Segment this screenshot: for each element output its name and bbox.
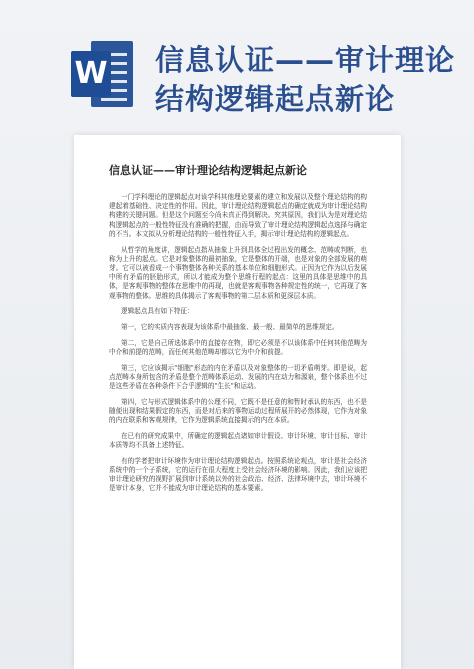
paragraph: 一门学科理论的逻辑起点对该学科其他理论要素的建立和发展以及整个理论结构的构建起着基础性、决定性的作用。因此，审计理论结构逻辑起点的确定就成为审计理论结构构建的关键问题。但是这个问题至今尚未真正得到解决。究其原因，我们认为是对理论结构逻辑起点的一般性特征没有准确的把握，由而导致了审计理论结构逻辑起点选择与确定的不当。本文拟从分析理论结构的一般性特征入手，揭示审计理论结构的逻辑起点。: [109, 193, 367, 238]
word-icon: [71, 41, 133, 107]
header-title-line-2: 结构逻辑起点新论: [155, 82, 396, 116]
paragraph: 从哲学的角度讲，逻辑起点指从抽象上升到具体全过程出发的概念、范畴或判断，也称为上升的起点。它是对象整体的最初抽象，它是整体的开端，也是对象的全部发展的萌芽。它可以被看成一个事物整体各种关系的基本单位和细胞形式。正因为它作为以后发展中所有矛盾的胚胎形式，所以才能成为整个思维行程的起点：这里的具体是思维中的具体，是客观事物的整体在思维中的再现，也就是客观事物各种规定性的统一，它再现了客观事物的整体。思维的具体揭示了客观事物的第二层本质和更深层本质。: [109, 245, 367, 300]
document-title: 信息认证——审计理论结构逻辑起点新论: [109, 164, 307, 177]
paragraph: 第二，它是自己所选体系中的直接存在物，即它必须是不以该体系中任何其他范畴为中介和前提的范畴，而任何其他范畴却都以它为中介和前提。: [109, 338, 367, 356]
paragraph: 在已有的研究成果中，所确定的逻辑起点诸如审计假设、审计环境、审计目标、审计本质等均不具备上述特征。: [109, 431, 367, 449]
paragraph: 第四，它与形式逻辑体系中的公理不同，它既不是任意的和暂时承认的东西，也不是随便出现和结果假定的东西，而是对后来的事物运动过程所展开的必然体现，它作为对象的内在联系和客观规律，它作为逻辑系统直接揭示的内在本质。: [109, 397, 367, 425]
header-title-line-1: 信息认证——审计理论: [155, 43, 456, 77]
document-page: [74, 135, 401, 669]
paragraph: 逻辑起点具有如下特征：: [121, 307, 194, 316]
document-body: [109, 193, 367, 500]
paragraph: 第三，它应该揭示"细胞"形态的内在矛盾以及对象整体的一切矛盾萌芽。即是说，起点范畴本身所包含的矛盾是整个范畴体系运动、发展的内在动力和源泉，整个体系也不过是这些矛盾在各种条件下合乎逻辑的"生长"和运动。: [109, 363, 367, 390]
word-icon-letter: W: [71, 51, 111, 97]
paragraph: 第一，它的实质内容表现为该体系中最抽象、最一般、最简单的思维规定。: [121, 322, 339, 331]
paragraph: 有的学者把审计环境作为审计理论结构逻辑起点。按照系统论观点，审计是社会经济系统中的一个子系统，它的运行在很大程度上受社会经济环境的影响。因此，我们应该把审计理论研究的视野扩展到审计系统以外的社会政治、经济、法律环境中去，审计环境不是审计本身，它并不能成为审计理论结构的基本要素。: [109, 456, 367, 493]
header: [0, 0, 474, 118]
